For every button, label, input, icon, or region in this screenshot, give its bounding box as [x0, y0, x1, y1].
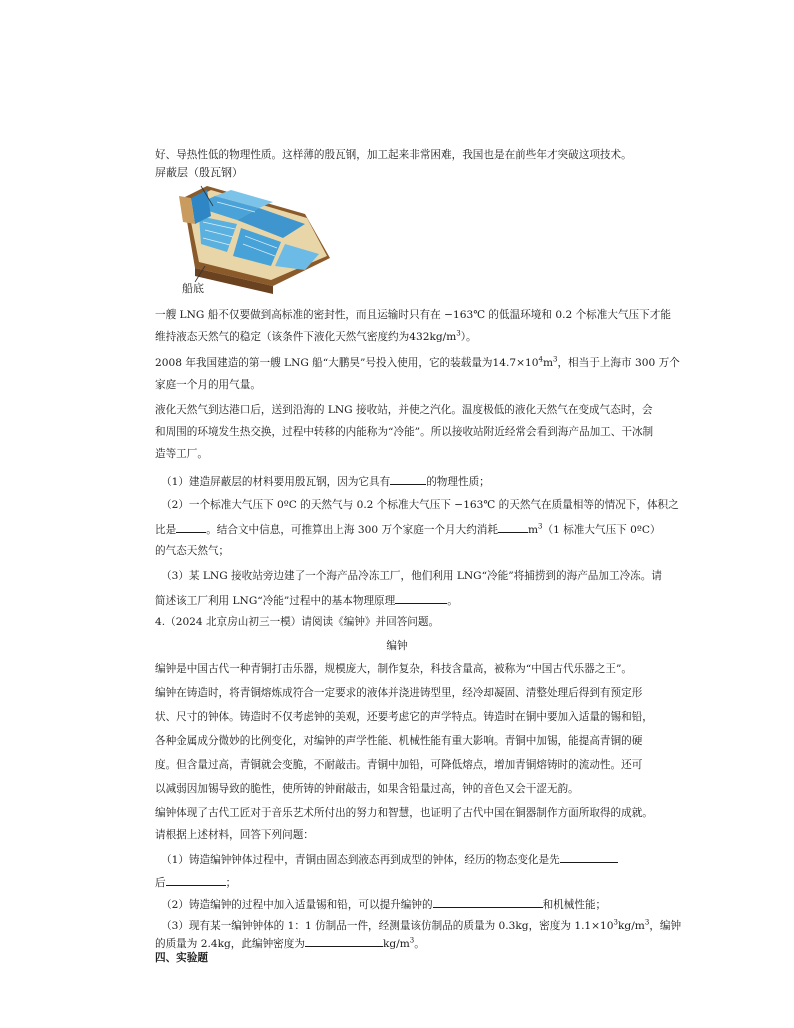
section-heading-experiments: 四、实验题	[155, 952, 208, 964]
question-3-3-line1: （3）某 LNG 接收站旁边建了一个海产品冷冻工厂，他们利用 LNG“冷能”将捕捞到的海产品加工冷冻。请	[161, 570, 662, 582]
answer-blank[interactable]	[498, 521, 528, 533]
paragraph3-line1: 液化天然气到达港口后，送到沿海的 LNG 接收站，并使之汽化。温度极低的液化天然气在变成气态时，会	[155, 404, 653, 416]
paragraph2-line1: 2008 年我国建造的第一艘 LNG 船“大鹏昊”号投入使用，它的装载量为$14.7\times 10^4m^3$，相当于上海市 300 万个	[155, 355, 680, 369]
question-3-2-line2: 比是 。结合文中信息，可推算出上海 300 万个家庭一个月大约消耗 $m^3(1$ 标准大气压下 0ºC）	[155, 522, 661, 536]
answer-blank[interactable]	[166, 874, 226, 886]
answer-blank[interactable]	[395, 592, 447, 604]
problem4-question2: （2）铸造编钟的过程中加入适量锡和铅，可以提升编钟的 和机械性能；	[161, 896, 721, 912]
figure-label-shield-layer: 屏蔽层（殷瓦钢）	[155, 166, 243, 179]
problem4-prompt: 请根据上述材料，回答下列问题：	[155, 829, 314, 841]
answer-blank[interactable]	[433, 896, 543, 908]
paragraph3-line3: 造等工厂。	[155, 448, 208, 460]
question-3-2-line1: （2）一个标准大气压下 0ºC 的天然气与 0.2 个标准大气压下 −163℃ 的天然气在质量相等的情况下，体积之	[161, 499, 679, 511]
hull-illustration	[155, 166, 345, 298]
question-3-2-line3: 的气态天然气；	[155, 545, 230, 557]
paragraph3-line2: 和周围的环境发生热交换，过程中转移的内能称为“冷能”。所以接收站附近经常会看到海产品加工、干冰制	[155, 426, 654, 438]
answer-blank[interactable]	[390, 473, 426, 485]
problem4-paragraph2-line2: 状、尺寸的钟体。铸造时不仅考虑钟的美观，还要考虑它的声学特点。铸造时在铜中要加入适量的锡和铅，	[155, 711, 653, 723]
figure-label-ship-bottom: 船底	[182, 282, 204, 295]
problem4-title: 编钟	[386, 640, 408, 652]
problem4-question3-line1: （3）现有某一编钟钟体的 1：1 仿制品一件，经测量该仿制品的质量为 0.3kg，密度为 $1.1\times 10^3kg/m^3$，编钟	[161, 918, 682, 932]
problem4-header: 4.（2024 北京房山初三一模）请阅读《编钟》并回答问题。	[155, 616, 440, 628]
problem4-question1-line2: 后 ；	[155, 874, 715, 890]
problem4-question3-line2: 的质量为 2.4kg，此编钟密度为 $kg/m^3$。	[155, 936, 425, 950]
problem4-paragraph2-line1: 编钟在铸造时，将青铜熔炼成符合一定要求的液体并浇进铸型里，经冷却凝固、清整处理后得到有预定形	[155, 687, 643, 699]
lng-ship-hull-figure	[155, 166, 345, 298]
question-3-3-line2: 简述该工厂利用 LNG“冷能”过程中的基本物理原理 。	[155, 592, 715, 608]
answer-blank[interactable]	[305, 935, 383, 947]
paragraph1-line2: 维持液态天然气的稳定（该条件下液化天然气密度约为$432kg/m^3$）。	[155, 329, 477, 343]
paragraph2-line2: 家庭一个月的用气量。	[155, 379, 261, 391]
problem4-paragraph3: 编钟体现了古代工匠对于音乐艺术所付出的努力和智慧，也证明了古代中国在铜器制作方面所取得的成就。	[155, 807, 653, 819]
question-3-1: （1）建造屏蔽层的材料要用殷瓦钢，因为它具有 的物理性质；	[161, 473, 721, 489]
problem4-question1-line1: （1）铸造编钟钟体过程中，青铜由固态到液态再到成型的钟体，经历的物态变化是先	[161, 851, 721, 867]
paragraph1-line1: 一艘 LNG 船不仅要做到高标准的密封性，而且运输时只有在 −163℃ 的低温环境和 0.2 个标准大气压下才能	[155, 309, 671, 321]
answer-blank[interactable]	[176, 521, 206, 533]
problem4-paragraph2-line5: 以减弱因加锡导致的脆性，使所铸的钟耐敲击，如果含铅量过高，钟的音色又会干涩无韵。	[155, 783, 579, 795]
intro-line: 好、导热性低的物理性质。这样薄的殷瓦钢，加工起来非常困难，我国也是在前些年才突破这项技术。	[155, 149, 632, 161]
problem4-paragraph2-line3: 各种金属成分微妙的比例变化，对编钟的声学性能、机械性能有重大影响。青铜中加锡，能提高青铜的硬	[155, 735, 643, 747]
problem4-paragraph2-line4: 度。但含量过高，青铜就会变脆，不耐敲击。青铜中加铅，可降低熔点，增加青铜熔铸时的流动性。还可	[155, 759, 643, 771]
answer-blank[interactable]	[560, 851, 618, 863]
problem4-paragraph1: 编钟是中国古代一种青铜打击乐器，规模庞大，制作复杂，科技含量高，被称为“中国古代乐器之王”。	[155, 663, 632, 675]
